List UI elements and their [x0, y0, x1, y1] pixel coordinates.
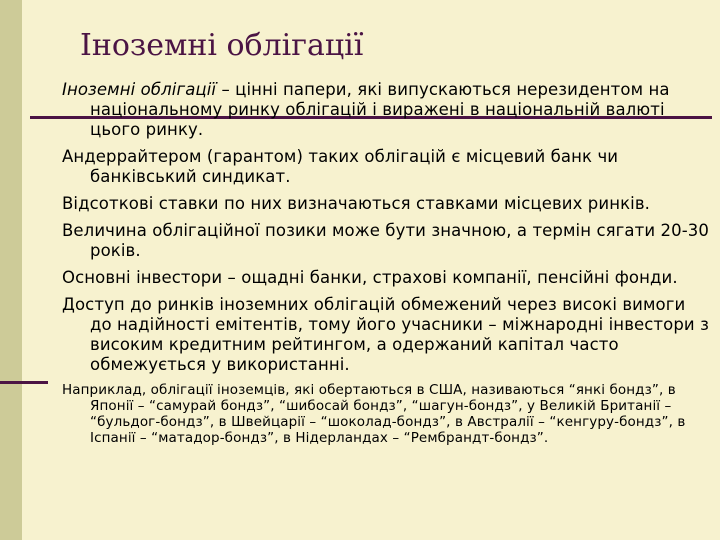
paragraph-market-access: Доступ до ринків іноземних облігацій обмежений через високі вимоги до надійності емітентів, тому його учасники – міжнародні інвестори з високим кредитним рейтингом, а одержаний капітал часто обмежується у використанні. [62, 295, 709, 374]
slide-title: Іноземні облігації [80, 28, 364, 63]
definition-text: – цінні папери, які випускаються нерезидентом на національному ринку облігацій і виражені в національній валюті цього ринку. [90, 80, 670, 139]
left-decorative-band [0, 0, 22, 540]
left-accent-line [0, 381, 48, 384]
paragraph-underwriter: Андеррайтером (гарантом) таких облігацій є місцевий банк чи банківський синдикат. [62, 147, 619, 186]
paragraph-investors: Основні інвестори – ощадні банки, страхові компанії, пенсійні фонди. [62, 268, 678, 287]
paragraph-examples: Наприклад, облігації іноземців, які обертаються в США, називаються “янкі бондз”, в Японії – “самурай бондз”, “шибосай бондз”, “шагун-бондз”, у Великій Британії – “бульдог-бондз”, в Швейцарії – “шоколад-бондз”, в Австралії – “кенгуру-бондз”, в Іспанії – “матадор-бондз”, в Нідерландах – “Рембрандт-бондз”. [62, 382, 686, 446]
slide-body [62, 80, 712, 453]
paragraph-definition [62, 80, 712, 140]
paragraph-interest-rates: Відсоткові ставки по них визначаються ставками місцевих ринків. [62, 194, 651, 213]
paragraph-loan-size: Величина облігаційної позики може бути значною, а термін сягати 20-30 років. [62, 221, 709, 260]
definition-term: Іноземні облігації [62, 80, 217, 99]
